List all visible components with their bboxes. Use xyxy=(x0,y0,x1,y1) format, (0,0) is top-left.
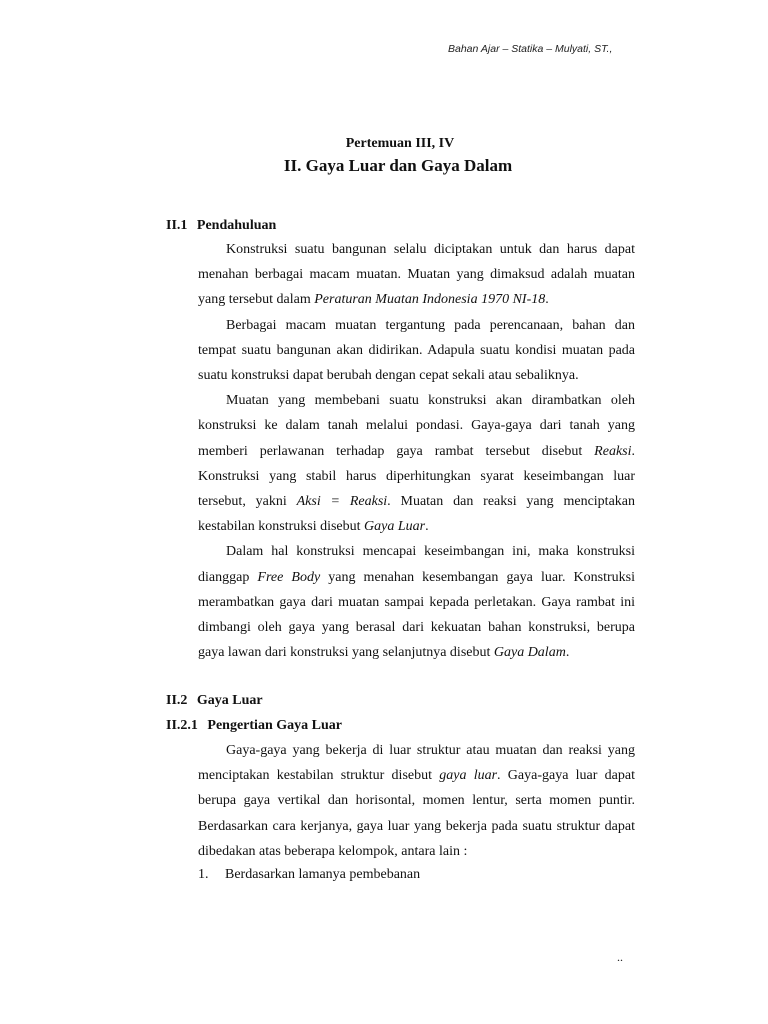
italic-text-run: Gaya Dalam xyxy=(493,645,566,661)
text-run: Gaya-gaya yang bekerja di luar struktur atau muatan dan reaksi yang menciptakan kestabilan struktur disebut xyxy=(198,743,635,784)
list-number: 1. xyxy=(198,867,209,882)
italic-text-run: Peraturan Muatan Indonesia 1970 NI-18 xyxy=(314,292,546,308)
italic-text-run: Aksi = Reaksi xyxy=(296,494,388,510)
section-number: II.2 xyxy=(166,693,188,708)
text-run: . Muatan dan reaksi yang menciptakan kestabilan konstruksi disebut xyxy=(198,494,635,535)
section-1-body xyxy=(198,237,635,665)
text-run: . xyxy=(425,519,429,535)
paragraph xyxy=(198,237,635,313)
section-number: II.1 xyxy=(166,218,188,233)
section-heading-gaya-luar xyxy=(166,693,263,709)
list-item xyxy=(198,867,420,883)
section-title: Pendahuluan xyxy=(196,218,277,233)
page-footer-mark: .. xyxy=(617,950,623,964)
text-run: Konstruksi suatu bangunan selalu diciptakan untuk dan harus dapat menahan berbagai macam muatan. Muatan yang dimaksud adalah muatan yang tersebut dalam xyxy=(198,242,635,308)
text-run: . xyxy=(565,645,570,661)
paragraph xyxy=(198,388,635,539)
subsection-heading-pengertian xyxy=(166,718,342,734)
text-run: Dalam hal konstruksi mencapai keseimbangan ini, maka konstruksi dianggap xyxy=(198,544,635,585)
text-run: . Gaya-gaya luar dapat berupa gaya vertikal dan horisontal, momen lentur, serta momen puntir. Berdasarkan cara kerjanya, gaya luar yang bekerja pada suatu struktur dapat dibedakan atas beberapa kelompok, antara lain : xyxy=(198,768,635,859)
section-title: Gaya Luar xyxy=(196,693,263,708)
subsection-body xyxy=(198,738,635,864)
italic-text-run: Gaya Luar xyxy=(364,519,426,535)
paragraph xyxy=(198,539,635,665)
section-heading-pendahuluan xyxy=(166,218,276,234)
text-run: . xyxy=(545,292,549,308)
text-run: yang menahan kesembangan gaya luar. Konstruksi merambatkan gaya dari muatan sampai kepada perletakan. Gaya rambat ini dimbangi oleh gaya yang berasal dari kekuatan bahan konstruksi, berupa gaya lawan dari konstruksi yang selanjutnya disebut xyxy=(198,569,635,661)
italic-text-run: Reaksi xyxy=(594,443,632,459)
text-run: Muatan yang membebani suatu konstruksi akan dirambatkan oleh konstruksi ke dalam tanah melalui pondasi. Gaya-gaya dari tanah yang memberi perlawanan terhadap gaya rambat tersebut disebut xyxy=(198,393,635,459)
italic-text-run: Free Body xyxy=(257,569,321,585)
paragraph xyxy=(198,738,635,864)
text-run: . Konstruksi yang stabil harus diperhitungkan syarat keseimbangan luar tersebut, yakni xyxy=(198,443,635,510)
chapter-title: II. Gaya Luar dan Gaya Dalam xyxy=(283,156,513,175)
running-header: Bahan Ajar – Statika – Mulyati, ST., xyxy=(448,43,613,55)
italic-text-run: gaya luar xyxy=(439,768,498,784)
subsection-number: II.2.1 xyxy=(166,718,198,733)
paragraph: Berbagai macam muatan tergantung pada perencanaan, bahan dan tempat suatu bangunan akan didirikan. Adapula suatu kondisi muatan pada suatu konstruksi dapat berubah dengan cepat sekali atau sebaliknya. xyxy=(198,317,635,384)
meeting-title: Pertemuan III, IV xyxy=(345,136,455,151)
list-text: Berdasarkan lamanya pembebanan xyxy=(225,867,421,882)
subsection-title: Pengertian Gaya Luar xyxy=(207,718,342,733)
